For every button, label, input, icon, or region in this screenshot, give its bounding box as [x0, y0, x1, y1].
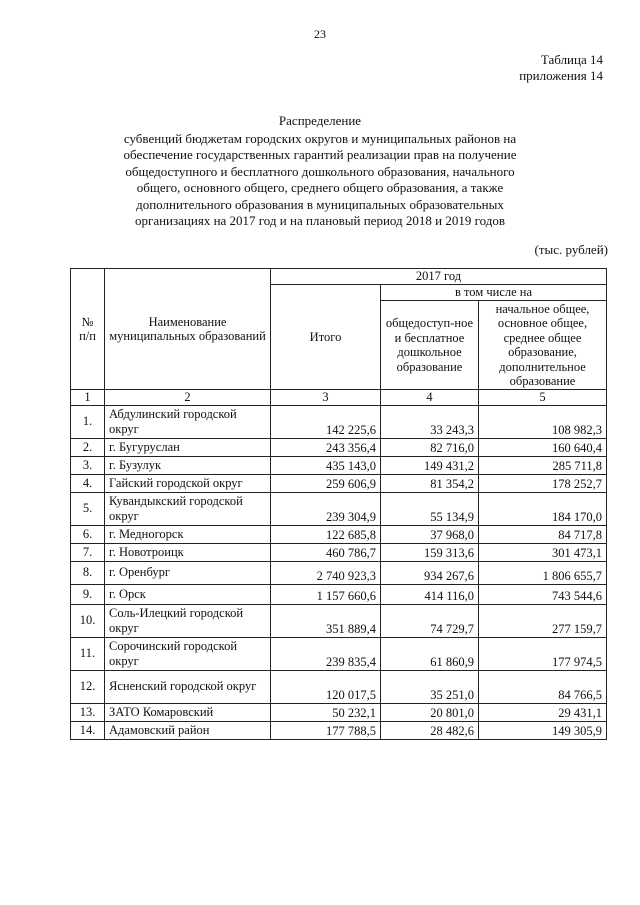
row-name: Гайский городской округ [105, 474, 271, 492]
title-line: субвенций бюджетам городских округов и муниципальных районов на [123, 130, 517, 146]
row-preschool: 149 431,2 [381, 456, 479, 474]
table-row [71, 456, 607, 474]
row-general: 160 640,4 [479, 438, 607, 456]
row-total: 1 157 660,6 [271, 584, 381, 604]
row-general: 301 473,1 [479, 543, 607, 561]
table-row [71, 670, 607, 703]
row-general: 277 159,7 [479, 604, 607, 637]
row-name: г. Оренбург [105, 561, 271, 584]
row-total: 142 225,6 [271, 405, 381, 438]
header-year: 2017 год [271, 269, 607, 285]
row-preschool: 74 729,7 [381, 604, 479, 637]
row-number: 3. [71, 456, 105, 474]
row-preschool: 35 251,0 [381, 670, 479, 703]
row-total: 435 143,0 [271, 456, 381, 474]
table-row [71, 584, 607, 604]
row-total: 122 685,8 [271, 525, 381, 543]
table-row [71, 492, 607, 525]
row-name: г. Новотроицк [105, 543, 271, 561]
title-line: общедоступного и бесплатного дошкольного образования, начального [125, 163, 515, 179]
title-heading: Распределение [278, 113, 362, 128]
row-preschool: 934 267,6 [381, 561, 479, 584]
row-total: 351 889,4 [271, 604, 381, 637]
header-preschool: общедоступ-ное и бесплатное дошкольное образование [381, 301, 479, 390]
row-total: 243 356,4 [271, 438, 381, 456]
row-general: 178 252,7 [479, 474, 607, 492]
row-general: 184 170,0 [479, 492, 607, 525]
header-number: № п/п [71, 269, 105, 390]
row-number: 4. [71, 474, 105, 492]
row-name: г. Орск [105, 584, 271, 604]
document-title [60, 113, 580, 230]
row-general: 177 974,5 [479, 637, 607, 670]
row-number: 2. [71, 438, 105, 456]
header-name: Наименование муниципальных образований [105, 269, 271, 390]
table-row [71, 604, 607, 637]
row-number: 8. [71, 561, 105, 584]
row-name: Сорочинский городской округ [105, 637, 271, 670]
header-including: в том числе на [381, 285, 607, 301]
units-label: (тыс. рублей) [534, 242, 608, 257]
row-number: 1. [71, 405, 105, 438]
row-number: 10. [71, 604, 105, 637]
column-number-5: 5 [479, 390, 607, 406]
row-name: Адамовский район [105, 721, 271, 739]
row-name: Соль-Илецкий городской округ [105, 604, 271, 637]
row-number: 11. [71, 637, 105, 670]
row-general: 108 982,3 [479, 405, 607, 438]
subvention-table [70, 268, 607, 740]
table-row [71, 405, 607, 438]
row-preschool: 82 716,0 [381, 438, 479, 456]
row-total: 50 232,1 [271, 703, 381, 721]
row-total: 259 606,9 [271, 474, 381, 492]
table-row [71, 474, 607, 492]
row-number: 14. [71, 721, 105, 739]
title-line: дополнительного образования в муниципальных образовательных [136, 196, 504, 212]
table-reference-line1: Таблица 14 [540, 52, 603, 67]
table-row [71, 438, 607, 456]
header-general: начальное общее, основное общее, среднее общее образование, дополнительное образование [479, 301, 607, 390]
table-row [71, 525, 607, 543]
row-preschool: 55 134,9 [381, 492, 479, 525]
row-general: 1 806 655,7 [479, 561, 607, 584]
title-line: обеспечение государственных гарантий реализации прав на получение [123, 147, 517, 162]
row-general: 84 717,8 [479, 525, 607, 543]
table-reference [519, 52, 603, 84]
header-total: Итого [271, 285, 381, 390]
row-number: 6. [71, 525, 105, 543]
row-number: 13. [71, 703, 105, 721]
row-general: 743 544,6 [479, 584, 607, 604]
row-name: ЗАТО Комаровский [105, 703, 271, 721]
table-reference-line2: приложения 14 [519, 68, 603, 83]
row-general: 29 431,1 [479, 703, 607, 721]
row-preschool: 37 968,0 [381, 525, 479, 543]
row-general: 84 766,5 [479, 670, 607, 703]
table-row [71, 637, 607, 670]
row-name: г. Медногорск [105, 525, 271, 543]
table-row [71, 561, 607, 584]
row-name: Кувандыкский городской округ [105, 492, 271, 525]
row-total: 120 017,5 [271, 670, 381, 703]
row-preschool: 414 116,0 [381, 584, 479, 604]
page-number: 23 [314, 27, 326, 41]
row-preschool: 20 801,0 [381, 703, 479, 721]
row-name: Ясненский городской округ [105, 670, 271, 703]
row-total: 239 304,9 [271, 492, 381, 525]
table-row [71, 543, 607, 561]
row-number: 12. [71, 670, 105, 703]
row-preschool: 33 243,3 [381, 405, 479, 438]
column-number-2: 2 [105, 390, 271, 406]
row-name: Абдулинский городской округ [105, 405, 271, 438]
row-preschool: 28 482,6 [381, 721, 479, 739]
row-preschool: 61 860,9 [381, 637, 479, 670]
row-general: 285 711,8 [479, 456, 607, 474]
title-line: общего, основного общего, среднего общего образования, а также [136, 180, 504, 195]
row-number: 7. [71, 543, 105, 561]
row-number: 5. [71, 492, 105, 525]
row-total: 460 786,7 [271, 543, 381, 561]
row-name: г. Бузулук [105, 456, 271, 474]
table-row [71, 721, 607, 739]
row-preschool: 159 313,6 [381, 543, 479, 561]
table-row [71, 703, 607, 721]
column-number-1: 1 [71, 390, 105, 406]
row-number: 9. [71, 584, 105, 604]
row-general: 149 305,9 [479, 721, 607, 739]
column-number-3: 3 [271, 390, 381, 406]
title-line: организациях на 2017 год и на плановый период 2018 и 2019 годов [135, 213, 505, 228]
row-name: г. Бугуруслан [105, 438, 271, 456]
column-number-4: 4 [381, 390, 479, 406]
row-total: 2 740 923,3 [271, 561, 381, 584]
row-total: 239 835,4 [271, 637, 381, 670]
row-total: 177 788,5 [271, 721, 381, 739]
row-preschool: 81 354,2 [381, 474, 479, 492]
